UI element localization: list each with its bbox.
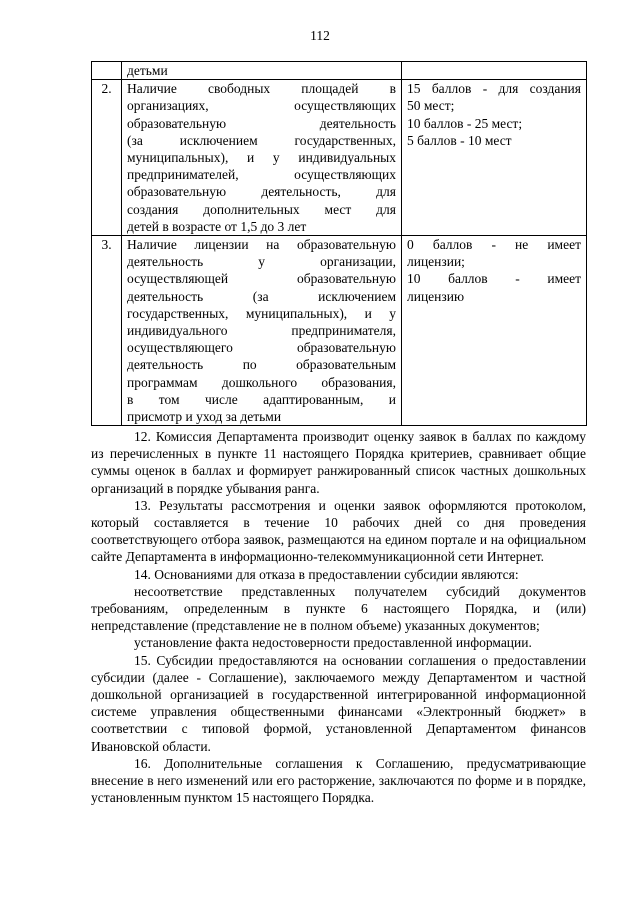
points-line: 15 баллов - для создания bbox=[407, 81, 581, 97]
criterion-cell bbox=[122, 62, 402, 80]
points-line: 0 баллов - не имеет bbox=[407, 237, 581, 253]
criterion-line: осуществляющего образовательную bbox=[127, 340, 396, 356]
points-line: 10 баллов - 25 мест; bbox=[407, 115, 523, 131]
criterion-line: (за исключением государственных, bbox=[127, 132, 396, 148]
criterion-line: создания дополнительных мест для bbox=[127, 201, 396, 217]
paragraph-12: 12. Комиссия Департамента производит оценку заявок в баллах по каждому из перечисленных в пункте 11 настоящего Порядка критериев, сравнивает общие суммы оценок в баллах и формирует ранжированный список частных дошкольных организаций в порядке убывания ранга. bbox=[91, 429, 586, 496]
table-row bbox=[92, 80, 587, 236]
table-row bbox=[92, 236, 587, 426]
body-text bbox=[91, 428, 586, 806]
criterion-line: присмотр и уход за детьми bbox=[127, 409, 282, 425]
paragraph-13: 13. Результаты рассмотрения и оценки заявок оформляются протоколом, который составляется в течение 10 рабочих дней со дня проведения соответствующего отбора заявок, размещаются на едином портале и на официальном сайте Департамента в информационно-телекоммуникационной сети Интернет. bbox=[91, 497, 586, 565]
paragraph-16: 16. Дополнительные соглашения к Соглашению, предусматривающие внесение в него изменений или его расторжение, заключаются по форме и в порядке, установленным пунктом 15 настоящего Порядка. bbox=[91, 755, 586, 806]
criterion-cell bbox=[122, 236, 402, 426]
criterion-line: государственных, муниципальных), и у bbox=[127, 305, 396, 321]
row-number-cell: 3. bbox=[92, 236, 122, 426]
points-cell bbox=[402, 62, 587, 80]
criterion-cell bbox=[122, 80, 402, 236]
points-line: 50 мест; bbox=[407, 98, 455, 114]
points-line: 5 баллов - 10 мест bbox=[407, 132, 512, 148]
paragraph-15: 15. Субсидии предоставляются на основании соглашения о предоставлении субсидии (далее - Соглашение), заключаемого между Департаментом и частной дошкольной организацией в государственной интегрированной информационной системе управления общественными финансами «Электронный бюджет» в соответствии с типовой формой, установленной Департаментом финансов Ивановской области. bbox=[91, 652, 586, 754]
criterion-line: деятельность по образовательным bbox=[127, 357, 396, 373]
page-number: 112 bbox=[310, 28, 330, 43]
criterion-carry-over-text: детьми bbox=[127, 63, 168, 78]
points-cell bbox=[402, 80, 587, 236]
criterion-line: программам дошкольного образования, bbox=[127, 374, 396, 390]
table-row-carry-over bbox=[92, 62, 587, 80]
points-line: 10 баллов - имеет bbox=[407, 271, 581, 287]
criterion-line: образовательную деятельность, для bbox=[127, 184, 396, 200]
paragraph-14-item-1: несоответствие представленных получателем субсидий документов требованиям, определенным в пункте 6 настоящего Порядка, и (или) непредставление (представление не в полном объеме) указанных документов; bbox=[91, 583, 586, 634]
row-number-cell: 2. bbox=[92, 80, 122, 236]
row-number-cell bbox=[92, 62, 122, 80]
criterion-line: индивидуального предпринимателя, bbox=[127, 323, 396, 339]
paragraph-14: 14. Основаниями для отказа в предоставлении субсидии являются: bbox=[134, 566, 519, 582]
paragraph-14-item-2: установление факта недостоверности предоставленной информации. bbox=[134, 635, 532, 651]
criterion-line: организациях, осуществляющих bbox=[127, 98, 396, 114]
criterion-line: предпринимателей, осуществляющих bbox=[127, 167, 396, 183]
criterion-line: в том числе адаптированным, и bbox=[127, 391, 396, 407]
criterion-line: деятельность (за исключением bbox=[127, 288, 396, 304]
points-line: лицензии; bbox=[407, 254, 465, 270]
criterion-line: образовательную деятельность bbox=[127, 115, 396, 131]
points-cell bbox=[402, 236, 587, 426]
criterion-line: муниципальных), и у индивидуальных bbox=[127, 150, 396, 166]
points-line: лицензию bbox=[407, 288, 465, 304]
criterion-line: Наличие лицензии на образовательную bbox=[127, 237, 396, 253]
criterion-line: Наличие свободных площадей в bbox=[127, 81, 396, 97]
criterion-line: деятельность у организации, bbox=[127, 254, 396, 270]
criterion-line: осуществляющей образовательную bbox=[127, 271, 396, 287]
criterion-line: детей в возрасте от 1,5 до 3 лет bbox=[127, 218, 307, 234]
criteria-table bbox=[91, 61, 587, 426]
